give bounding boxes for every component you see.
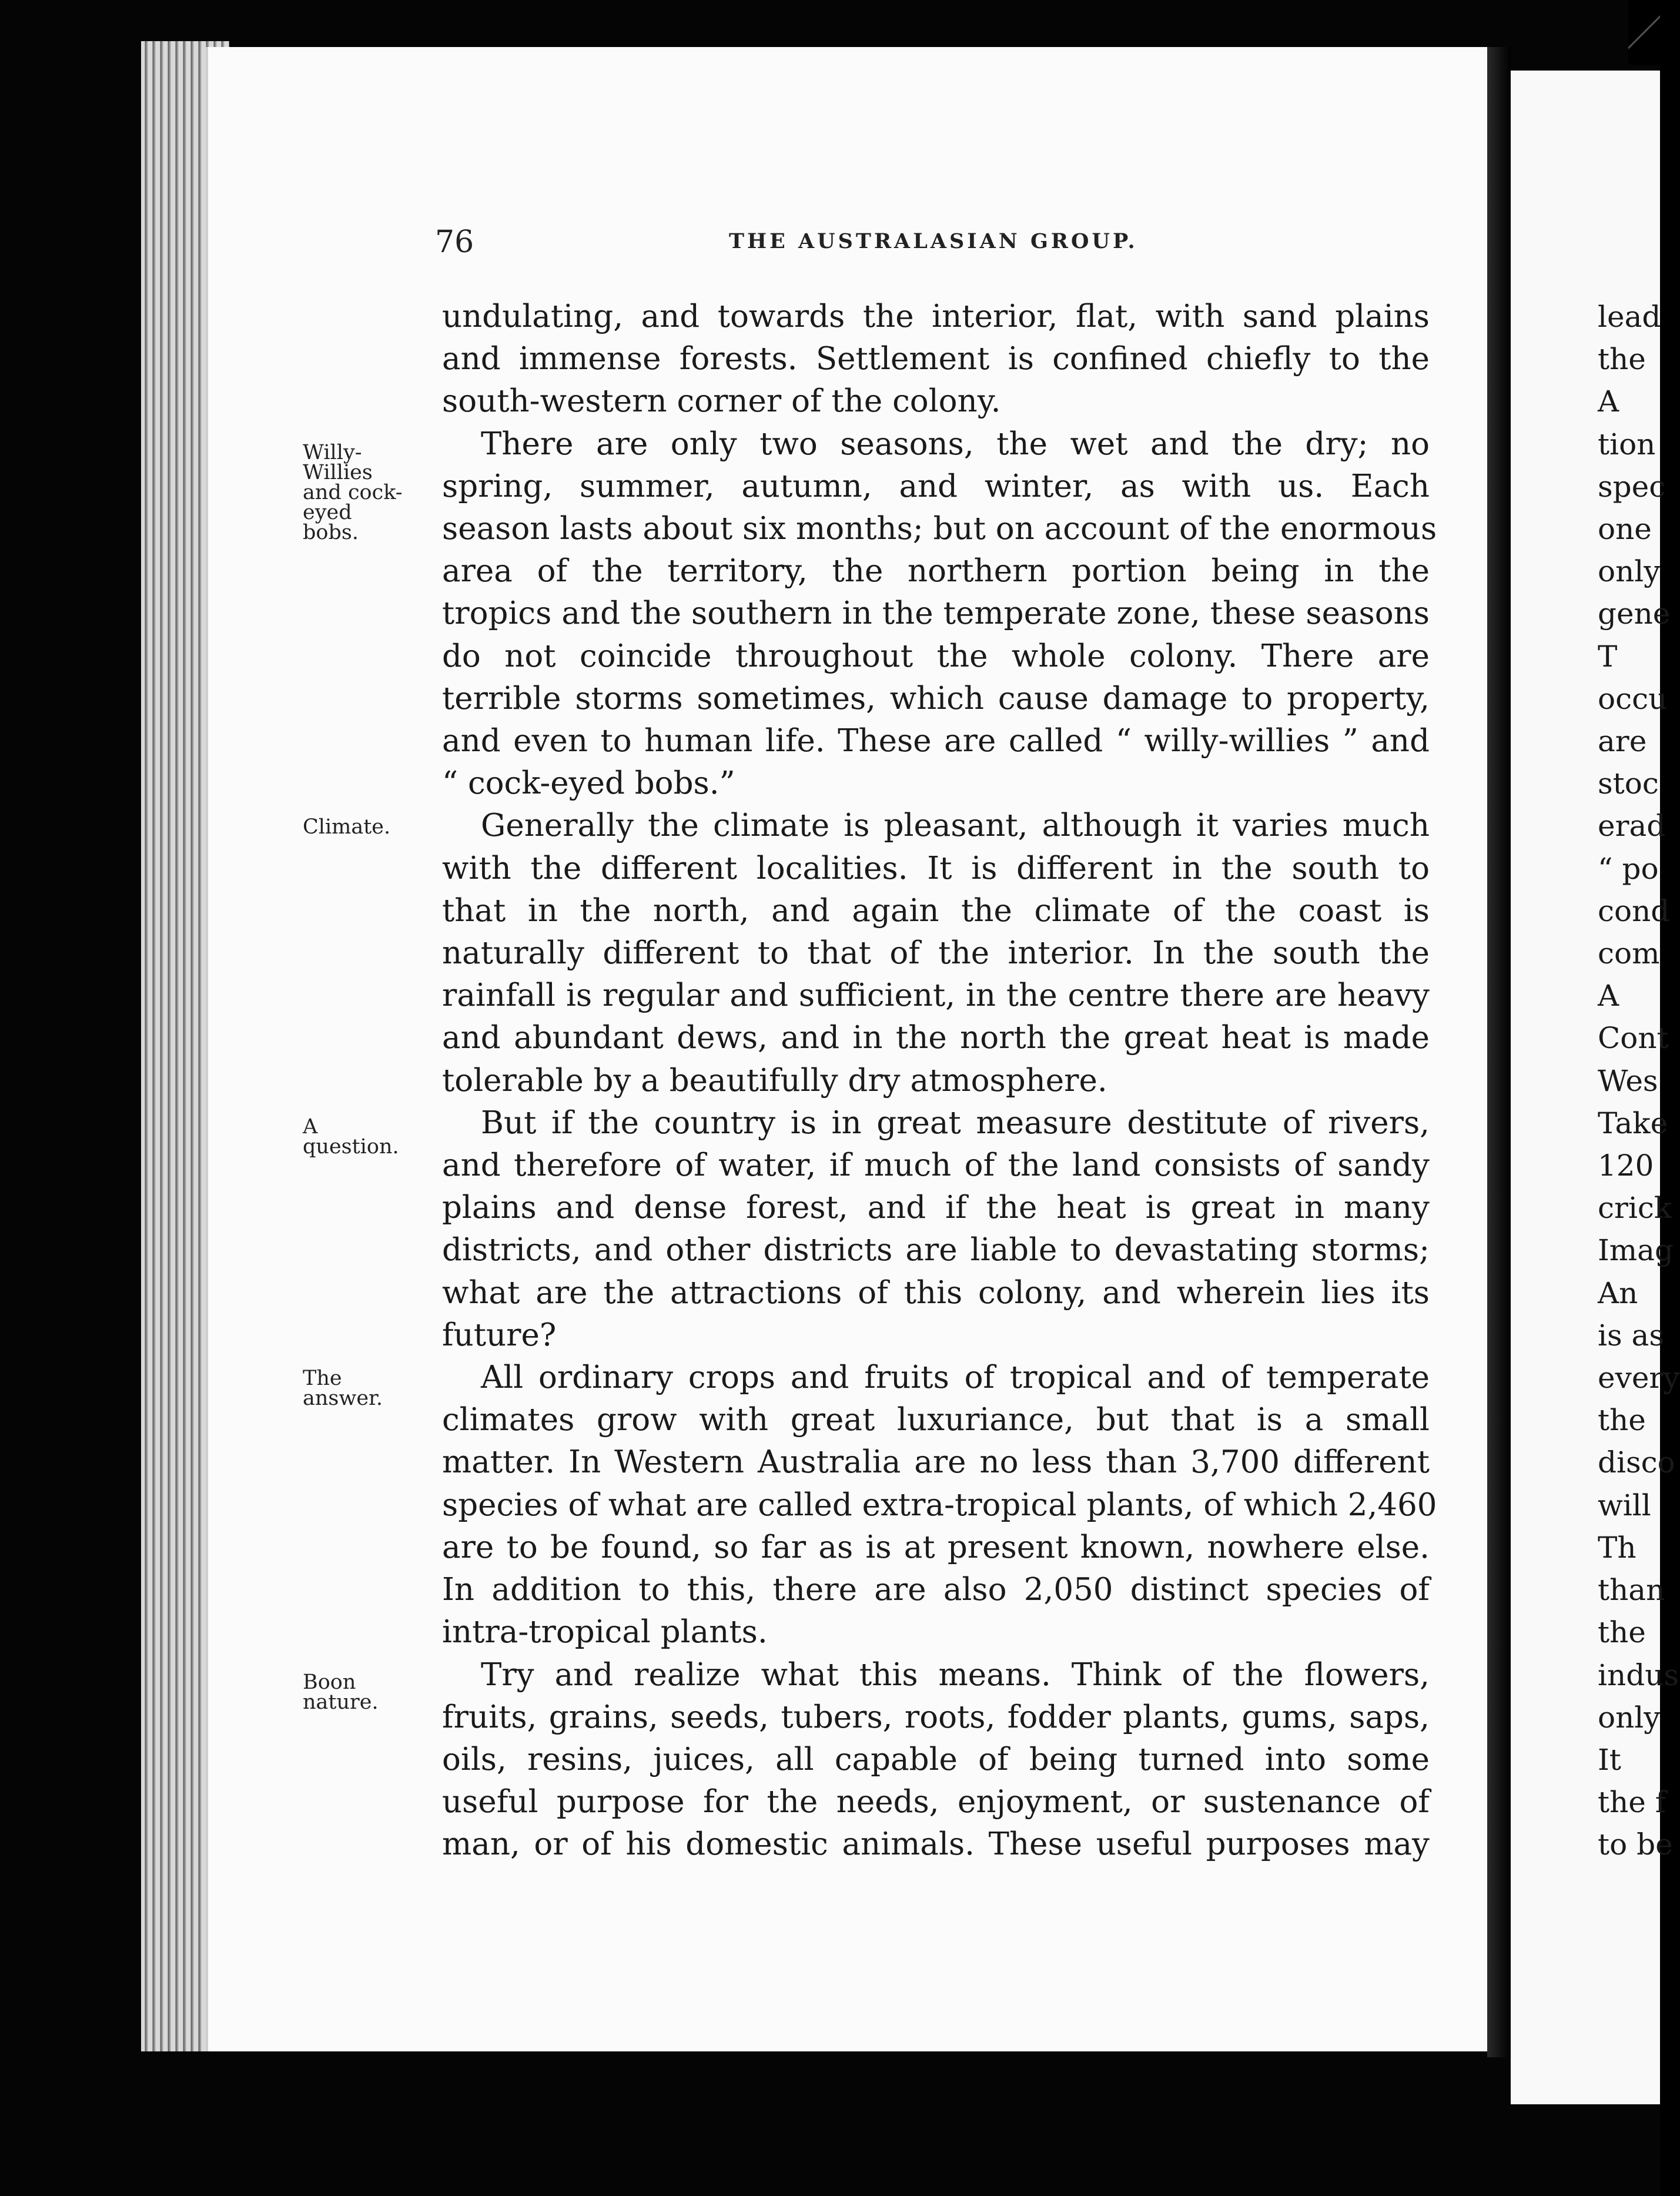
margin-note-question [303,1117,414,1157]
right-page-line: spec [1598,469,1666,504]
text-line: There are only two seasons, the wet and the dry; no [481,426,1430,462]
paragraph [442,423,1437,805]
text-line: are to be found, so far as is at present known, nowhere else. [442,1529,1430,1565]
right-page-line: every [1598,1361,1680,1395]
paragraph [442,1102,1430,1357]
text-line: useful purpose for the needs, enjoyment, or sustenance of [442,1784,1430,1820]
scan-corner-artifact [1628,0,1660,65]
margin-note-line: Climate. [303,815,391,839]
text-line: south-western corner of the colony. [442,383,1001,420]
right-page-line: Imag [1598,1233,1674,1268]
text-line: All ordinary crops and fruits of tropical and of temperate [481,1360,1430,1396]
right-page-line: T [1598,639,1618,674]
right-page-line: the [1598,1615,1646,1650]
right-page-line: A [1598,384,1619,419]
text-line: man, or of his domestic animals. These useful purposes may [442,1826,1430,1863]
running-head [435,225,1423,260]
book-gutter [1487,47,1511,2057]
body-text [442,296,1437,1866]
text-line: with the different localities. It is different in the south to [442,850,1430,886]
margin-note-line: The [303,1367,342,1390]
right-page-line: the [1598,342,1646,377]
right-page-line: It [1598,1742,1621,1777]
text-line: what are the attractions of this colony, and wherein lies its [442,1274,1430,1311]
margin-note-willy-willies [303,443,414,543]
text-line: But if the country is in great measure destitute of rivers, [481,1104,1430,1141]
right-page-line: Cont [1598,1021,1669,1056]
right-page-line: the f [1598,1785,1666,1820]
text-line: undulating, and towards the interior, flat, with sand plains [442,299,1430,334]
margin-note-line: and cock- [303,481,403,504]
right-page-line: Th [1598,1530,1637,1565]
text-line: spring, summer, autumn, and winter, as with us. Each [442,468,1430,504]
right-page-line: com [1598,936,1660,971]
right-page-line: are [1598,724,1647,759]
right-page-line: one [1598,512,1652,547]
right-page-line: than [1598,1573,1665,1608]
right-page-line: 120 [1598,1149,1654,1183]
margin-note-line: question. [303,1135,399,1159]
text-line: intra-tropical plants. [442,1614,768,1651]
margin-note-line: nature. [303,1690,379,1714]
paragraph [442,805,1430,1102]
right-page-line: disco [1598,1445,1675,1480]
text-line: terrible storms sometimes, which cause damage to property, [442,680,1430,717]
right-page-line: occu [1598,681,1668,716]
text-line: species of what are called extra-tropical plants, of which 2,460 [442,1487,1437,1523]
running-title: THE AUSTRALASIAN GROUP. [729,229,1138,253]
margin-note-answer [303,1368,414,1408]
text-line: area of the territory, the northern portion being in the [442,553,1430,590]
right-page-text-fragments [1598,296,1680,1866]
right-page-line: will [1598,1488,1651,1522]
text-line: naturally different to that of the interior. In the south the [442,935,1430,972]
right-page-line: to be [1598,1827,1673,1862]
text-line: do not coincide throughout the whole colony. There are [442,638,1430,674]
paragraph [442,1357,1437,1653]
right-page-line: crick [1598,1191,1672,1226]
right-page-line: stoc [1598,766,1659,801]
text-line: oils, resins, juices, all capable of being turned into some [442,1741,1430,1777]
right-page-line: is as [1598,1318,1665,1353]
text-line: fruits, grains, seeds, tubers, roots, fodder plants, gums, saps, [442,1699,1430,1735]
right-page-line: An [1598,1276,1638,1310]
right-page-line: lead [1598,300,1661,334]
text-line: tolerable by a beautifully dry atmosphere. [442,1062,1107,1099]
margin-note-line: answer. [303,1387,383,1410]
right-page-line: A [1598,979,1619,1013]
right-page-line: Wes [1598,1063,1658,1098]
text-line: plains and dense forest, and if the heat is great in many [442,1190,1430,1226]
text-line: districts, and other districts are liable to devastating storms; [442,1232,1430,1268]
right-page-line: only [1598,1700,1661,1735]
margin-note-line: Boon [303,1671,356,1694]
text-line: season lasts about six months; but on account of the enormous [442,511,1437,547]
text-line: rainfall is regular and sufficient, in the centre there are heavy [442,978,1430,1014]
margin-note-boon-nature [303,1672,414,1712]
margin-note-line: bobs. [303,521,359,544]
margin-note-climate [303,817,414,837]
text-line: climates grow with great luxuriance, but that is a small [442,1402,1430,1438]
text-line: that in the north, and again the climate of the coast is [442,892,1430,929]
text-line: In addition to this, there are also 2,050 distinct species of [442,1572,1430,1608]
paragraph [442,1654,1430,1866]
right-page-line: only [1598,554,1661,589]
text-line: future? [442,1317,557,1353]
margin-note-line: Willies [303,461,373,484]
margin-note-line: A [303,1115,318,1139]
right-page-line: cond [1598,893,1670,928]
text-line: matter. In Western Australia are no less than 3,700 different [442,1444,1430,1481]
page-number: 76 [435,225,474,260]
text-line: tropics and the southern in the temperate zone, these seasons [442,595,1430,632]
text-line: and even to human life. These are called “ willy-willies ” and [442,723,1430,759]
right-page-line: gene [1598,597,1671,631]
margin-note-line: Willy- [303,441,362,464]
right-page-line: Take [1598,1106,1668,1140]
text-line: “ cock-eyed bobs.” [442,765,735,802]
right-page-line: indus [1598,1658,1679,1692]
right-page-line: tion [1598,427,1656,461]
right-page-line: “ po [1598,851,1659,886]
right-page-line: erad [1598,809,1666,843]
margin-note-line: eyed [303,501,352,524]
text-line: and abundant dews, and in the north the great heat is made [442,1020,1430,1056]
text-line: and immense forests. Settlement is confined chiefly to the [442,341,1430,377]
right-page-line: the [1598,1403,1646,1438]
text-line: Try and realize what this means. Think of the flowers, [481,1656,1430,1693]
text-line: and therefore of water, if much of the land consists of sandy [442,1147,1430,1184]
text-line: Generally the climate is pleasant, although it varies much [481,808,1430,844]
paragraph [442,296,1430,423]
